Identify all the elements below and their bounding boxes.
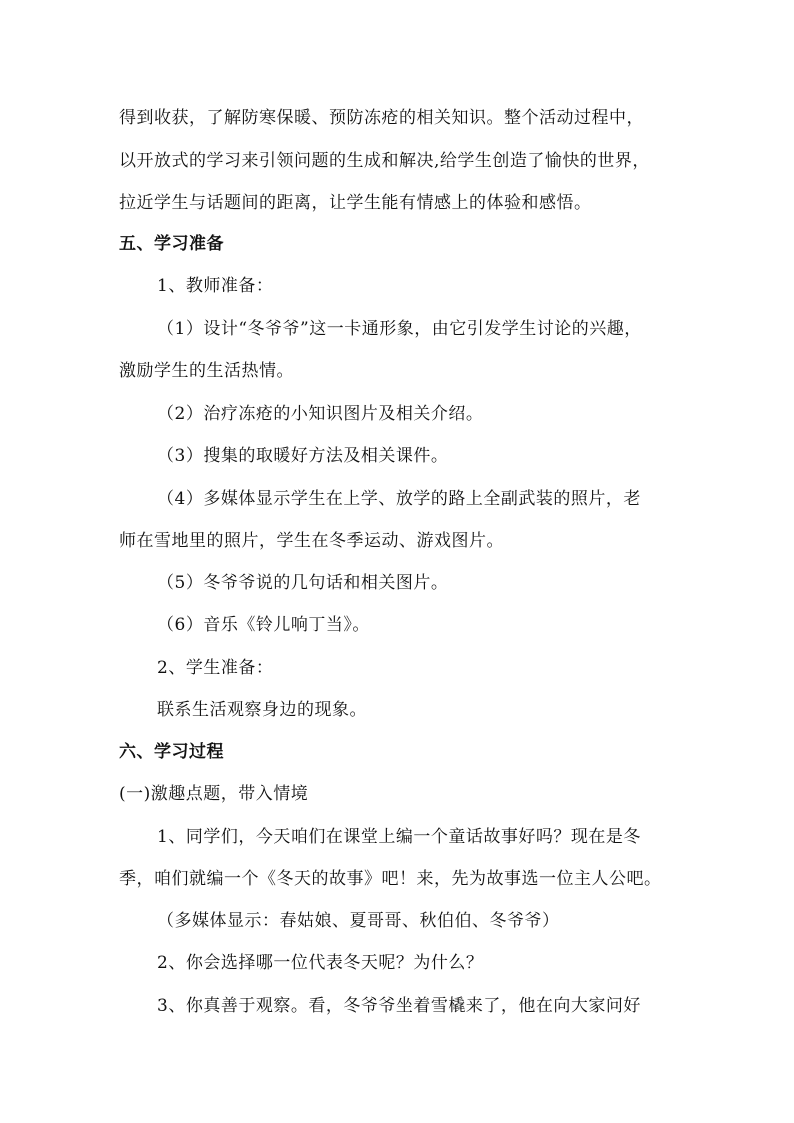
prep-item-4-cont: 师在雪地里的照片，学生在冬季运动、游戏图片。 xyxy=(119,531,504,551)
step-1: 1、同学们，今天咱们在课堂上编一个童话故事好吗？现在是冬 xyxy=(157,827,641,847)
paragraph-line: 拉近学生与话题间的距离，让学生能有情感上的体验和感悟。 xyxy=(119,193,592,213)
step-1-note: （多媒体显示：春姑娘、夏哥哥、秋伯伯、冬爷爷） xyxy=(157,911,560,931)
student-prep-label: 2、学生准备： xyxy=(157,658,274,678)
section-heading-6: 六、学习过程 xyxy=(119,742,224,762)
subsection-heading: (一)激趣点题，带入情境 xyxy=(119,784,309,804)
paragraph-line: 以开放式的学习来引领问题的生成和解决,给学生创造了愉快的世界， xyxy=(119,151,650,171)
prep-item-6: （6）音乐《铃儿响丁当》。 xyxy=(157,615,370,635)
prep-item-4: （4）多媒体显示学生在上学、放学的路上全副武装的照片，老 xyxy=(157,489,641,509)
prep-item-1-cont: 激励学生的生活热情。 xyxy=(119,361,294,381)
prep-item-1: （1）设计“冬爷爷”这一卡通形象，由它引发学生讨论的兴趣， xyxy=(157,319,642,339)
step-1-cont: 季，咱们就编一个《冬天的故事》吧！来，先为故事选一位主人公吧。 xyxy=(119,869,662,889)
student-prep-body: 联系生活观察身边的现象。 xyxy=(157,700,367,720)
step-2: 2、你会选择哪一位代表冬天呢？为什么？ xyxy=(157,953,484,973)
section-heading-5: 五、学习准备 xyxy=(119,234,224,254)
prep-item-2: （2）治疗冻疮的小知识图片及相关介绍。 xyxy=(157,404,484,424)
prep-item-3: （3）搜集的取暖好方法及相关课件。 xyxy=(157,446,449,466)
prep-item-5: （5）冬爷爷说的几句话和相关图片。 xyxy=(157,573,449,593)
paragraph-line: 得到收获，了解防寒保暖、预防冻疮的相关知识。整个活动过程中， xyxy=(119,108,644,128)
step-3: 3、你真善于观察。看，冬爷爷坐着雪橇来了，他在向大家问好 xyxy=(157,996,641,1016)
teacher-prep-label: 1、教师准备： xyxy=(157,276,274,296)
